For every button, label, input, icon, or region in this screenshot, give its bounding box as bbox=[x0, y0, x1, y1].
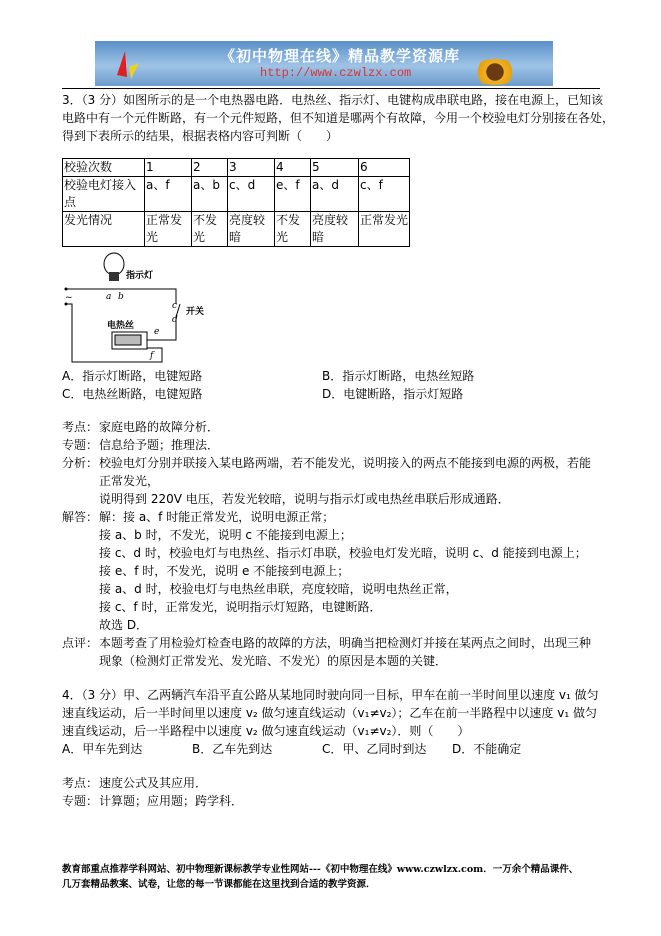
footer-line: 几万套精品教案、试卷，让您的每一节课都能在这里找到合适的教学资源． bbox=[62, 879, 376, 890]
analysis-text: 接 c、f 时，正常发光，说明指示灯短路，电键断路． bbox=[99, 600, 382, 614]
table-row bbox=[63, 212, 410, 247]
banner-url: http://www.czwlzx.com bbox=[260, 66, 412, 80]
analysis-label: 点评： bbox=[62, 636, 99, 650]
analysis-text: 解：接 a、f 时能正常发光，说明电源正常； bbox=[99, 510, 335, 524]
option-b: B．乙车先到达 bbox=[192, 742, 273, 756]
test-results-table bbox=[62, 158, 410, 247]
point-label: e bbox=[154, 327, 160, 337]
analysis-text: 正常发光， bbox=[99, 474, 160, 488]
q4-text: 4．（3 分）甲、乙两辆汽车沿平直公路从某地同时驶向同一目标，甲车在前一半时间里以速度 v₁ 做匀 bbox=[62, 688, 599, 702]
sunflower-image bbox=[470, 59, 520, 85]
heater-coil bbox=[115, 335, 141, 345]
table-cell: a、f bbox=[145, 177, 192, 212]
circuit-diagram bbox=[62, 252, 212, 364]
option-d: D．电键断路，指示灯短路 bbox=[322, 387, 464, 401]
q3-text: 3．（3 分）如图所示的是一个电热器电路．电热丝、指示灯、电键构成串联电路，接在电源上，已知该 bbox=[62, 93, 604, 107]
analysis-text: 家庭电路的故障分析． bbox=[99, 420, 220, 434]
table-cell: 发光情况 bbox=[63, 212, 145, 247]
option-c: C．甲、乙同时到达 bbox=[322, 742, 427, 756]
point-label: f bbox=[150, 351, 154, 361]
logo-icon bbox=[113, 49, 141, 81]
table-cell: 亮度较暗 bbox=[228, 212, 275, 247]
heater-label: 电热丝 bbox=[107, 321, 135, 331]
light-bulb-icon bbox=[104, 253, 124, 281]
table-cell: 3 bbox=[228, 159, 275, 177]
lamp-label: 指示灯 bbox=[126, 271, 154, 281]
table-cell: 不发光 bbox=[275, 212, 311, 247]
analysis-label: 解答： bbox=[62, 510, 99, 524]
table-cell: 正常发光 bbox=[145, 212, 192, 247]
analysis-text: 接 a、b 时，不发光，说明 c 不能接到电源上； bbox=[99, 528, 352, 542]
table-cell: 正常发光 bbox=[359, 212, 410, 247]
point-label: a bbox=[106, 292, 112, 302]
table-row bbox=[63, 159, 410, 177]
option-b: B．指示灯断路，电热丝短路 bbox=[322, 369, 475, 383]
header-banner bbox=[95, 41, 553, 86]
analysis-text: 信息给予题；推理法． bbox=[99, 438, 220, 452]
analysis-label: 考点： bbox=[62, 776, 99, 790]
table-cell: a、b bbox=[192, 177, 228, 212]
analysis-text: 计算题；应用题；跨学科． bbox=[99, 794, 244, 808]
analysis-text: 速度公式及其应用． bbox=[99, 776, 208, 790]
option-a: A．指示灯断路，电键短路 bbox=[62, 369, 203, 383]
analysis-label: 专题： bbox=[62, 438, 99, 452]
table-cell: 校验次数 bbox=[63, 159, 145, 177]
q3-text: 电路中有一个元件断路，有一个元件短路，但不知道是哪两个有故障，今用一个校验电灯分别接在各处， bbox=[62, 111, 615, 125]
table-cell: 不发光 bbox=[192, 212, 228, 247]
table-cell: 亮度较暗 bbox=[311, 212, 359, 247]
q4-text: 速直线运动，后一半路程中以速度 v₂ 做匀速直线运动（v₁≠v₂）．则（ ） bbox=[62, 724, 470, 738]
analysis-text: 接 a、d 时，校验电灯与电热丝串联，亮度较暗，说明电热丝正常， bbox=[99, 582, 458, 596]
source-label: ~ bbox=[65, 293, 73, 303]
analysis-text: 接 e、f 时，不发光，说明 e 不能接到电源上； bbox=[99, 564, 350, 578]
q3-text: 得到下表所示的结果，根据表格内容可判断（ ） bbox=[62, 129, 339, 143]
point-label: b bbox=[118, 292, 124, 302]
banner-title: 《初中物理在线》精品教学资源库 bbox=[220, 47, 461, 65]
footer-line: 教育部重点推荐学科网站、初中物理新课标教学专业性网站---《初中物理在线》www.czwlzx.com．一万余个精品课件、 bbox=[62, 864, 579, 875]
switch-label: 开关 bbox=[186, 307, 205, 317]
analysis-text: 接 c、d 时，校验电灯与电热丝、指示灯串联，校验电灯发光暗，说明 c、d 能接到电源上； bbox=[99, 546, 587, 560]
option-a: A．甲车先到达 bbox=[62, 742, 143, 756]
analysis-text: 校验电灯分别并联接入某电路两端，若不能发光，说明接入的两点不能接到电源的两极，若能 bbox=[99, 456, 592, 470]
analysis-label: 考点： bbox=[62, 420, 99, 434]
table-cell: c、f bbox=[359, 177, 410, 212]
point-label: c bbox=[172, 301, 178, 311]
table-cell: c、d bbox=[228, 177, 275, 212]
point-label: d bbox=[172, 315, 178, 325]
table-cell: 校验电灯接入点 bbox=[63, 177, 145, 212]
option-d: D．不能确定 bbox=[452, 742, 522, 756]
page-footer bbox=[62, 862, 578, 892]
analysis-text: 说明得到 220V 电压，若发光较暗，说明与指示灯或电热丝串联后形成通路． bbox=[99, 492, 510, 506]
table-cell: e、f bbox=[275, 177, 311, 212]
option-c: C．电热丝断路，电键短路 bbox=[62, 387, 203, 401]
analysis-text: 本题考查了用检验灯检查电路的故障的方法，明确当把检测灯并接在某两点之间时，出现三种 bbox=[99, 636, 592, 650]
analysis-label: 分析： bbox=[62, 456, 99, 470]
table-cell: 6 bbox=[359, 159, 410, 177]
divider bbox=[62, 88, 600, 89]
q4-text: 速直线运动，后一半时间里以速度 v₂ 做匀速直线运动（v₁≠v₂）；乙车在前一半路程中以速度 v₁ 做匀 bbox=[62, 706, 597, 720]
table-cell: 5 bbox=[311, 159, 359, 177]
table-cell: 4 bbox=[275, 159, 311, 177]
table-cell: 1 bbox=[145, 159, 192, 177]
analysis-text: 故选 D． bbox=[99, 618, 149, 632]
table-cell: 2 bbox=[192, 159, 228, 177]
analysis-text: 现象（检测灯正常发光、发光暗、不发光）的原因是本题的关键． bbox=[99, 654, 448, 668]
table-cell: a、d bbox=[311, 177, 359, 212]
analysis-label: 专题： bbox=[62, 794, 99, 808]
table-row bbox=[63, 177, 410, 212]
